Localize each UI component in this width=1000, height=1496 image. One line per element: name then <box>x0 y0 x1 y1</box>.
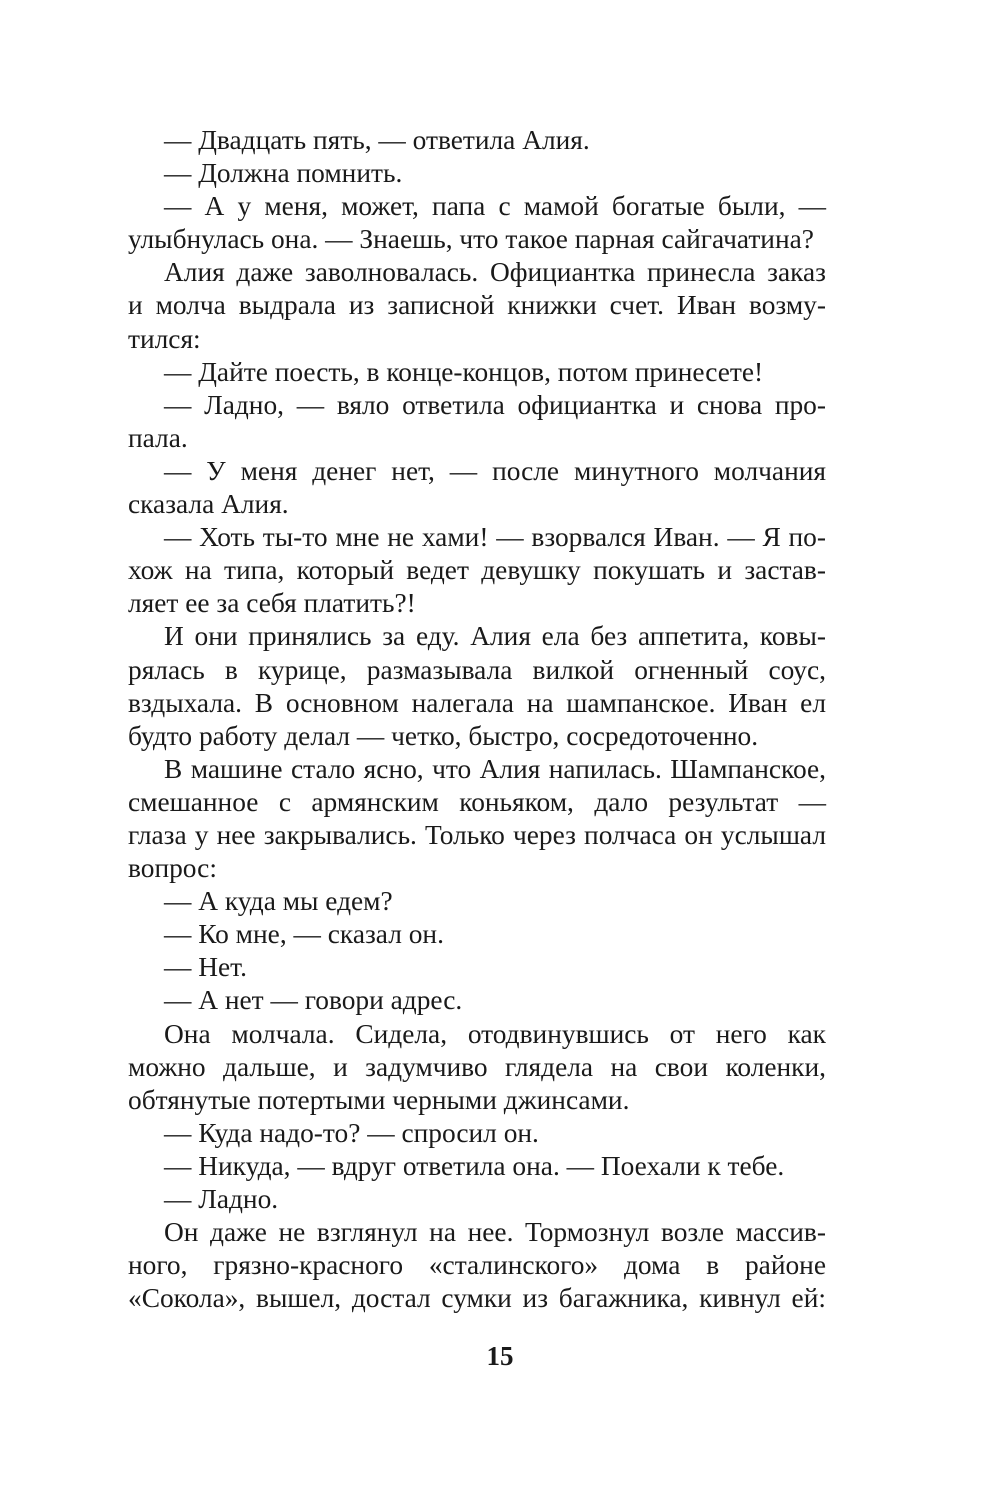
text-line: смешанное с армянским коньяком, дало результат — <box>128 786 826 817</box>
text-line: — У меня денег нет, — после минутного молчания <box>164 455 826 486</box>
text-line: — Ладно. <box>164 1184 279 1214</box>
text-line: Алия даже заволновалась. Официантка принесла заказ <box>164 257 826 288</box>
text-line: будто работу делал — четко, быстро, сосредоточенно. <box>128 720 759 751</box>
text-line: — А нет — говори адрес. <box>164 985 463 1016</box>
text-line: — Двадцать пять, — ответила Алия. <box>164 125 590 155</box>
text-line: — Куда надо-то? — спросил он. <box>164 1117 539 1148</box>
text-line: — Хоть ты-то мне не хами! — взорвался Иван. — Я по- <box>164 522 826 553</box>
text-line: рялась в курице, размазывала вилкой огненный соус, <box>128 654 826 685</box>
text-line: — Никуда, — вдруг ответила она. — Поехали к тебе. <box>164 1150 785 1181</box>
text-line: — А куда мы едем? <box>164 886 393 917</box>
body-text <box>128 124 826 1315</box>
text-line: сказала Алия. <box>128 489 289 520</box>
text-line: — Ко мне, — сказал он. <box>164 919 444 950</box>
text-line: можно дальше, и задумчиво глядела на свои коленки, <box>128 1051 826 1082</box>
text-line: — Должна помнить. <box>164 158 403 189</box>
text-line: Он даже не взглянул на нее. Тормознул возле массив- <box>164 1217 826 1248</box>
page-number: 15 <box>486 1341 514 1371</box>
text-line: ляет ее за себя платить?! <box>128 588 416 619</box>
text-line: вздыхала. В основном налегала на шампанское. Иван ел <box>128 687 826 718</box>
text-line: и молча выдрала из записной книжки счет. Иван возму- <box>128 290 826 321</box>
text-line: вопрос: <box>128 853 217 884</box>
text-line: И они принялись за еду. Алия ела без аппетита, ковы- <box>164 621 826 652</box>
text-line: глаза у нее закрывались. Только через полчаса он услышал <box>128 819 826 850</box>
text-line: — А у меня, может, папа с мамой богатые были, — <box>164 191 826 222</box>
text-line: улыбнулась она. — Знаешь, что такое парная сайгачатина? <box>128 224 814 255</box>
text-line: В машине стало ясно, что Алия напилась. Шампанское, <box>164 753 826 784</box>
text-line: — Нет. <box>164 952 247 983</box>
text-line: — Дайте поесть, в конце-концов, потом принесете! <box>164 356 764 387</box>
text-line: обтянутые потертыми черными джинсами. <box>128 1084 630 1115</box>
text-line: — Ладно, — вяло ответила официантка и снова про- <box>164 389 826 420</box>
text-line: хож на типа, который ведет девушку покушать и застав- <box>128 555 826 586</box>
text-line: ного, грязно-красного «сталинского» дома в районе <box>128 1250 826 1281</box>
text-line: пала. <box>128 422 188 453</box>
text-line: тился: <box>128 323 201 354</box>
text-line: «Сокола», вышел, достал сумки из багажника, кивнул ей: <box>128 1283 826 1314</box>
text-line: Она молчала. Сидела, отодвинувшись от него как <box>164 1018 826 1049</box>
